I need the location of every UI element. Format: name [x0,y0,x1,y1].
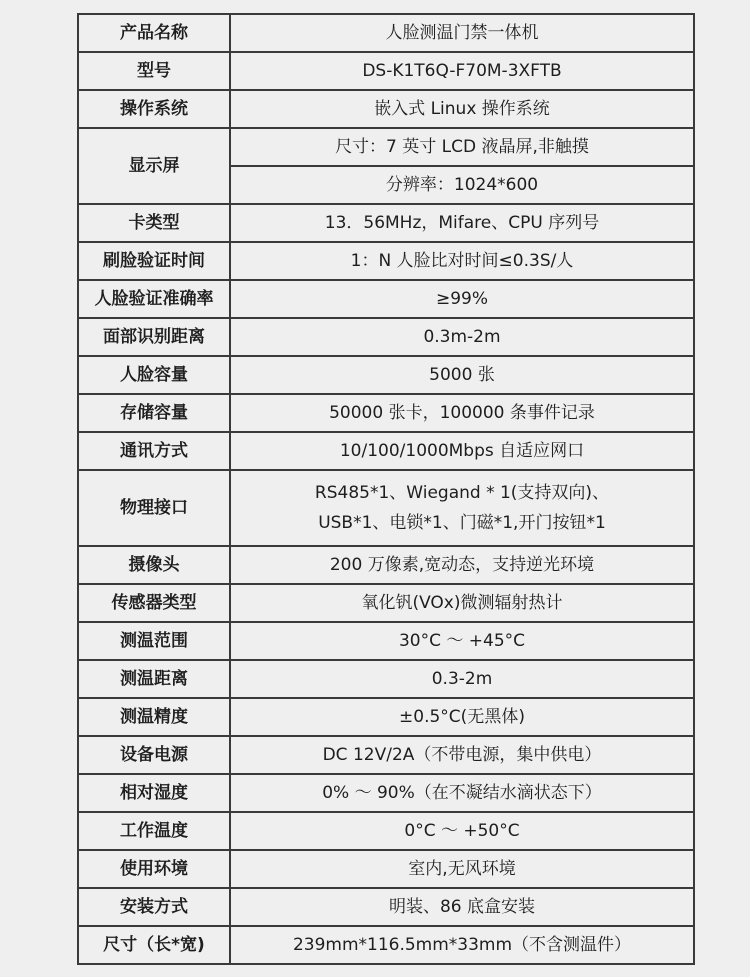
spec-value: 0°C ～ +50°C [230,812,694,850]
spec-value: 30°C ～ +45°C [230,622,694,660]
spec-label: 卡类型 [78,204,230,242]
spec-row [78,242,694,280]
spec-label: 工作温度 [78,812,230,850]
spec-label: 测温距离 [78,660,230,698]
spec-value [230,470,694,546]
spec-value: 239mm*116.5mm*33mm（不含测温件） [230,926,694,964]
spec-value: ±0.5°C(无黑体) [230,698,694,736]
spec-row [78,850,694,888]
spec-label: 人脸容量 [78,356,230,394]
spec-label: 刷脸验证时间 [78,242,230,280]
spec-row [78,356,694,394]
spec-table [77,13,695,965]
spec-row [78,318,694,356]
spec-value: 10/100/1000Mbps 自适应网口 [230,432,694,470]
spec-label: 型号 [78,52,230,90]
spec-label: 尺寸（长*宽) [78,926,230,964]
spec-value: 200 万像素,宽动态，支持逆光环境 [230,546,694,584]
spec-value: 室内,无风环境 [230,850,694,888]
spec-label: 测温精度 [78,698,230,736]
spec-row [78,888,694,926]
spec-label: 产品名称 [78,14,230,52]
spec-row [78,280,694,318]
spec-value: 0.3m-2m [230,318,694,356]
spec-label: 摄像头 [78,546,230,584]
spec-row [78,90,694,128]
spec-value-line: RS485*1、Wiegand * 1(支持双向)、 [314,483,610,503]
spec-label: 传感器类型 [78,584,230,622]
spec-value: 0.3-2m [230,660,694,698]
spec-row [78,774,694,812]
spec-label: 操作系统 [78,90,230,128]
spec-row [78,52,694,90]
spec-row [78,394,694,432]
spec-row [78,470,694,546]
spec-row [78,812,694,850]
spec-value: 13．56MHz，Mifare、CPU 序列号 [230,204,694,242]
spec-value: 5000 张 [230,356,694,394]
spec-label: 安装方式 [78,888,230,926]
spec-row [78,14,694,52]
spec-label: 显示屏 [78,128,230,204]
spec-row [78,736,694,774]
spec-row [78,926,694,964]
spec-row [78,432,694,470]
spec-table-body [78,14,694,964]
spec-row [78,698,694,736]
spec-label: 设备电源 [78,736,230,774]
spec-label: 物理接口 [78,470,230,546]
spec-value: 人脸测温门禁一体机 [230,14,694,52]
spec-value: 1：N 人脸比对时间≤0.3S/人 [230,242,694,280]
spec-value: 50000 张卡，100000 条事件记录 [230,394,694,432]
spec-label: 测温范围 [78,622,230,660]
spec-label: 相对湿度 [78,774,230,812]
spec-value: 尺寸：7 英寸 LCD 液晶屏,非触摸 [230,128,694,166]
spec-value: 嵌入式 Linux 操作系统 [230,90,694,128]
spec-row [78,660,694,698]
spec-row [78,622,694,660]
spec-value-line: USB*1、电锁*1、门磁*1,开门按钮*1 [318,513,606,533]
spec-label: 人脸验证准确率 [78,280,230,318]
spec-row [78,546,694,584]
spec-row [78,584,694,622]
spec-value: 氧化钒(VOx)微测辐射热计 [230,584,694,622]
spec-value: 明装、86 底盒安装 [230,888,694,926]
spec-value: DC 12V/2A（不带电源，集中供电） [230,736,694,774]
spec-label: 通讯方式 [78,432,230,470]
spec-label: 存储容量 [78,394,230,432]
spec-label: 面部识别距离 [78,318,230,356]
spec-value: 0% ～ 90%（在不凝结水滴状态下） [230,774,694,812]
spec-row [78,204,694,242]
spec-value: ≥99% [230,280,694,318]
spec-value: 分辨率：1024*600 [230,166,694,204]
spec-row [78,128,694,166]
spec-label: 使用环境 [78,850,230,888]
spec-value: DS-K1T6Q-F70M-3XFTB [230,52,694,90]
